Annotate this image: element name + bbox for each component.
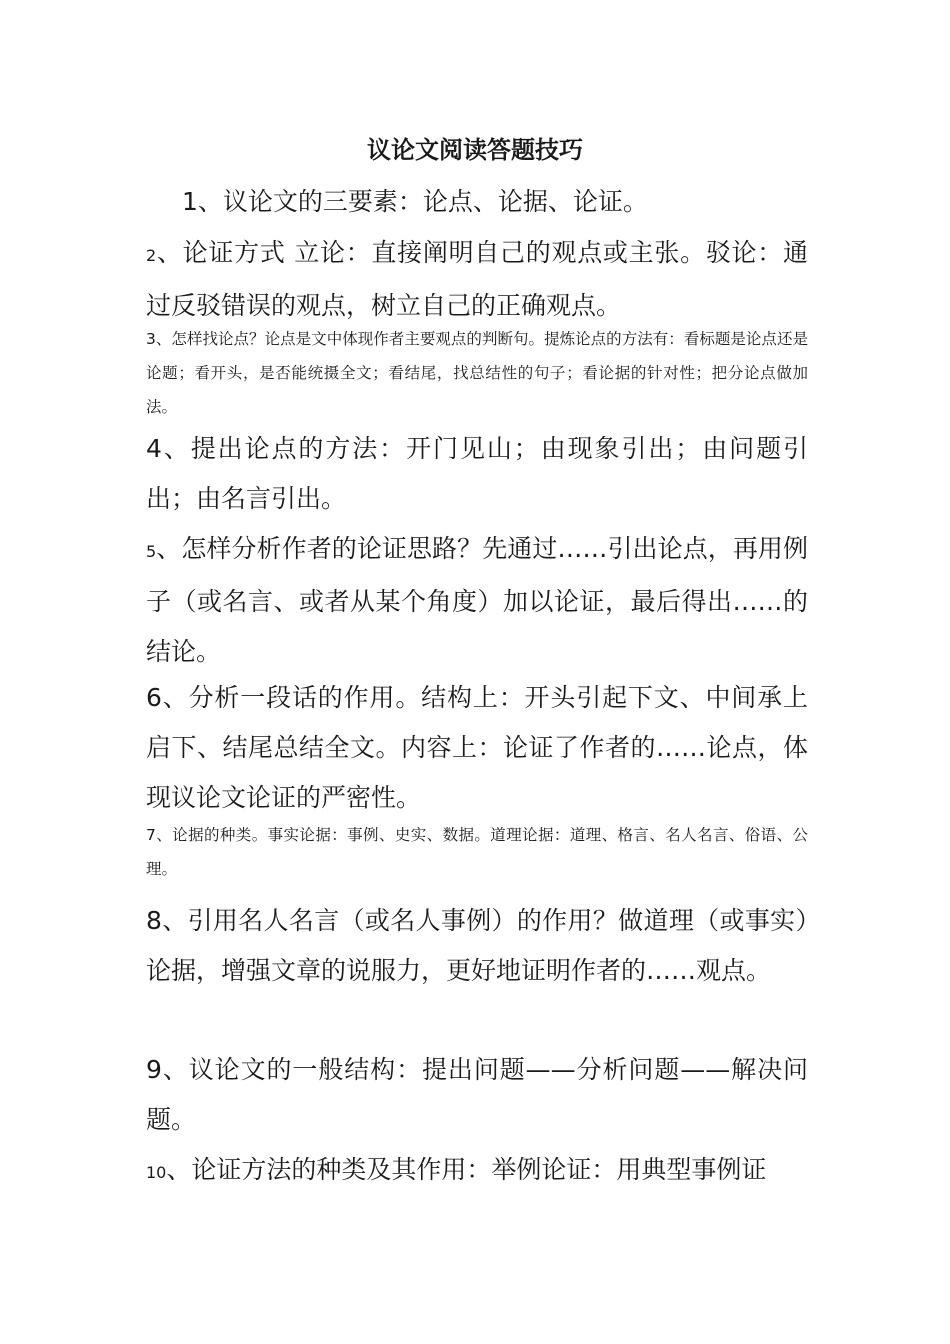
- paragraph-4: [146, 424, 808, 524]
- paragraph-text: 、议论文的三要素：论点、论据、论证。: [197, 187, 648, 216]
- paragraph-text: 、提出论点的方法：开门见山；由现象引出；由问题引出；由名言引出。: [146, 434, 808, 513]
- paragraph-10: [146, 1145, 808, 1198]
- paragraph-1: [146, 177, 808, 227]
- paragraph-number: 8: [146, 906, 162, 935]
- paragraph-text: 、论证方式 立论：直接阐明自己的观点或主张。驳论：通过反驳错误的观点，树立自己的正确观点。: [146, 238, 808, 320]
- paragraph-number: 3: [146, 330, 156, 348]
- paragraph-text: 、论据的种类。事实论据：事例、史实、数据。道理论据：道理、格言、名人名言、俗语、公理。: [146, 826, 808, 878]
- paragraph-text: 、分析一段话的作用。结构上：开头引起下文、中间承上启下、结尾总结全文。内容上：论证了作者的……论点，体现议论文论证的严密性。: [146, 683, 808, 812]
- paragraph-number: 6: [146, 683, 162, 712]
- paragraph-text: 、怎样找论点？论点是文中体现作者主要观点的判断句。提炼论点的方法有：看标题是论点还是论题；看开头，是否能统摄全文；看结尾，找总结性的句子；看论据的针对性；把分论点做加法。: [146, 330, 808, 416]
- paragraph-2: [146, 228, 808, 331]
- paragraph-7: [146, 818, 808, 886]
- paragraph-8: [146, 896, 808, 996]
- paragraph-9: [146, 1045, 808, 1145]
- paragraph-number: 2: [146, 246, 157, 265]
- paragraph-number: 7: [146, 826, 156, 844]
- paragraph-text: 、引用名人名言（或名人事例）的作用？做道理（或事实）论据，增强文章的说服力，更好地证明作者的……观点。: [146, 906, 808, 985]
- paragraph-number: 4: [146, 434, 162, 463]
- paragraph-text: 、论证方法的种类及其作用：举例论证：用典型事例证: [166, 1155, 767, 1184]
- paragraph-3: [146, 322, 808, 424]
- paragraph-text: 、议论文的一般结构：提出问题——分析问题——解决问题。: [146, 1055, 808, 1134]
- paragraph-number: 1: [182, 187, 198, 216]
- paragraph-number: 10: [146, 1163, 167, 1182]
- document-title: 议论文阅读答题技巧: [367, 135, 583, 164]
- paragraph-number: 9: [146, 1055, 162, 1084]
- paragraph-5: [146, 524, 808, 677]
- paragraph-number: 5: [146, 542, 157, 561]
- paragraph-text: 、怎样分析作者的论证思路？先通过……引出论点，再用例子（或名言、或者从某个角度）加以论证，最后得出……的结论。: [146, 534, 808, 666]
- paragraph-6: [146, 673, 808, 823]
